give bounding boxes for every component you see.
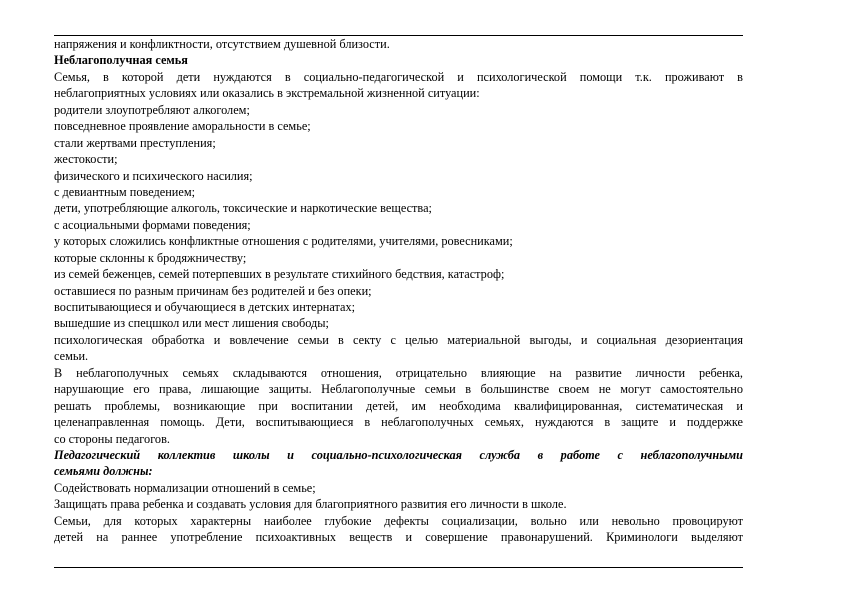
text-line: Содействовать нормализации отношений в семье;	[54, 480, 316, 495]
text-line: целенаправленная помощь. Дети, воспитывающиеся в неблагополучных семьях, нуждаются в защите и поддержке	[54, 415, 743, 430]
list-item: воспитывающиеся и обучающиеся в детских интернатах;	[54, 300, 356, 314]
text-line: нарушающие его права, лишающие защиты. Неблагополучные семьи в большинстве своем не могут самостоятельно	[54, 382, 743, 397]
text-line: со стороны педагогов.	[54, 431, 170, 446]
list-item: жестокости;	[54, 152, 118, 167]
list-item: родители злоупотребляют алкоголем;	[54, 102, 250, 117]
text-line: напряжения и конфликтности, отсутствием душевной близости.	[54, 37, 390, 51]
list-item: из семей беженцев, семей потерпевших в результате стихийного бедствия, катастроф;	[54, 267, 505, 282]
list-item: с девиантным поведением;	[54, 184, 196, 199]
text-line: детей на раннее употребление психоактивных веществ и совершение правонарушений. Криминологи выделяют	[54, 530, 743, 545]
text-line: решать проблемы, возникающие при воспитании детей, им необходима квалифицированная, систематическая и	[54, 398, 743, 413]
emphasis-heading: семьями должны:	[54, 464, 153, 479]
text-line: Семья, в которой дети нуждаются в социально-педагогической и психологической помощи т.к. проживают в	[54, 69, 743, 84]
text-line: семьи.	[54, 349, 89, 364]
text-line: неблагоприятных условиях или оказались в экстремальной жизненной ситуации:	[54, 86, 480, 101]
list-item: оставшиеся по разным причинам без родителей и без опеки;	[54, 283, 372, 298]
list-item: у которых сложились конфликтные отношения с родителями, учителями, ровесниками;	[54, 234, 513, 249]
emphasis-heading: Педагогический коллектив школы и социально-психологическая служба в работе с неблагополучными	[54, 447, 743, 462]
text-line: В неблагополучных семьях складываются отношения, отрицательно влияющие на развитие личности ребенка,	[54, 365, 743, 380]
list-item: с асоциальными формами поведения;	[54, 217, 251, 232]
list-item: психологическая обработка и вовлечение семьи в секту с целью материальной выгоды, и социальная дезориентация	[54, 332, 743, 347]
list-item: стали жертвами преступления;	[54, 135, 216, 150]
section-heading: Неблагополучная семья	[54, 53, 188, 68]
list-item: физического и психического насилия;	[54, 168, 253, 183]
text-line: Защищать права ребенка и создавать условия для благоприятного развития его личности в школе.	[54, 497, 567, 512]
list-item: вышедшие из спецшкол или мест лишения свободы;	[54, 316, 329, 331]
text-line: Семьи, для которых характерны наиболее глубокие дефекты социализации, вольно или невольно провоцируют	[54, 513, 743, 528]
list-item: которые склонны к бродяжничеству;	[54, 250, 247, 265]
list-item: повседневное проявление аморальности в семье;	[54, 119, 311, 134]
document-body	[54, 36, 743, 546]
bottom-rule	[54, 567, 743, 568]
list-item: дети, употребляющие алкоголь, токсические и наркотические вещества;	[54, 201, 432, 216]
